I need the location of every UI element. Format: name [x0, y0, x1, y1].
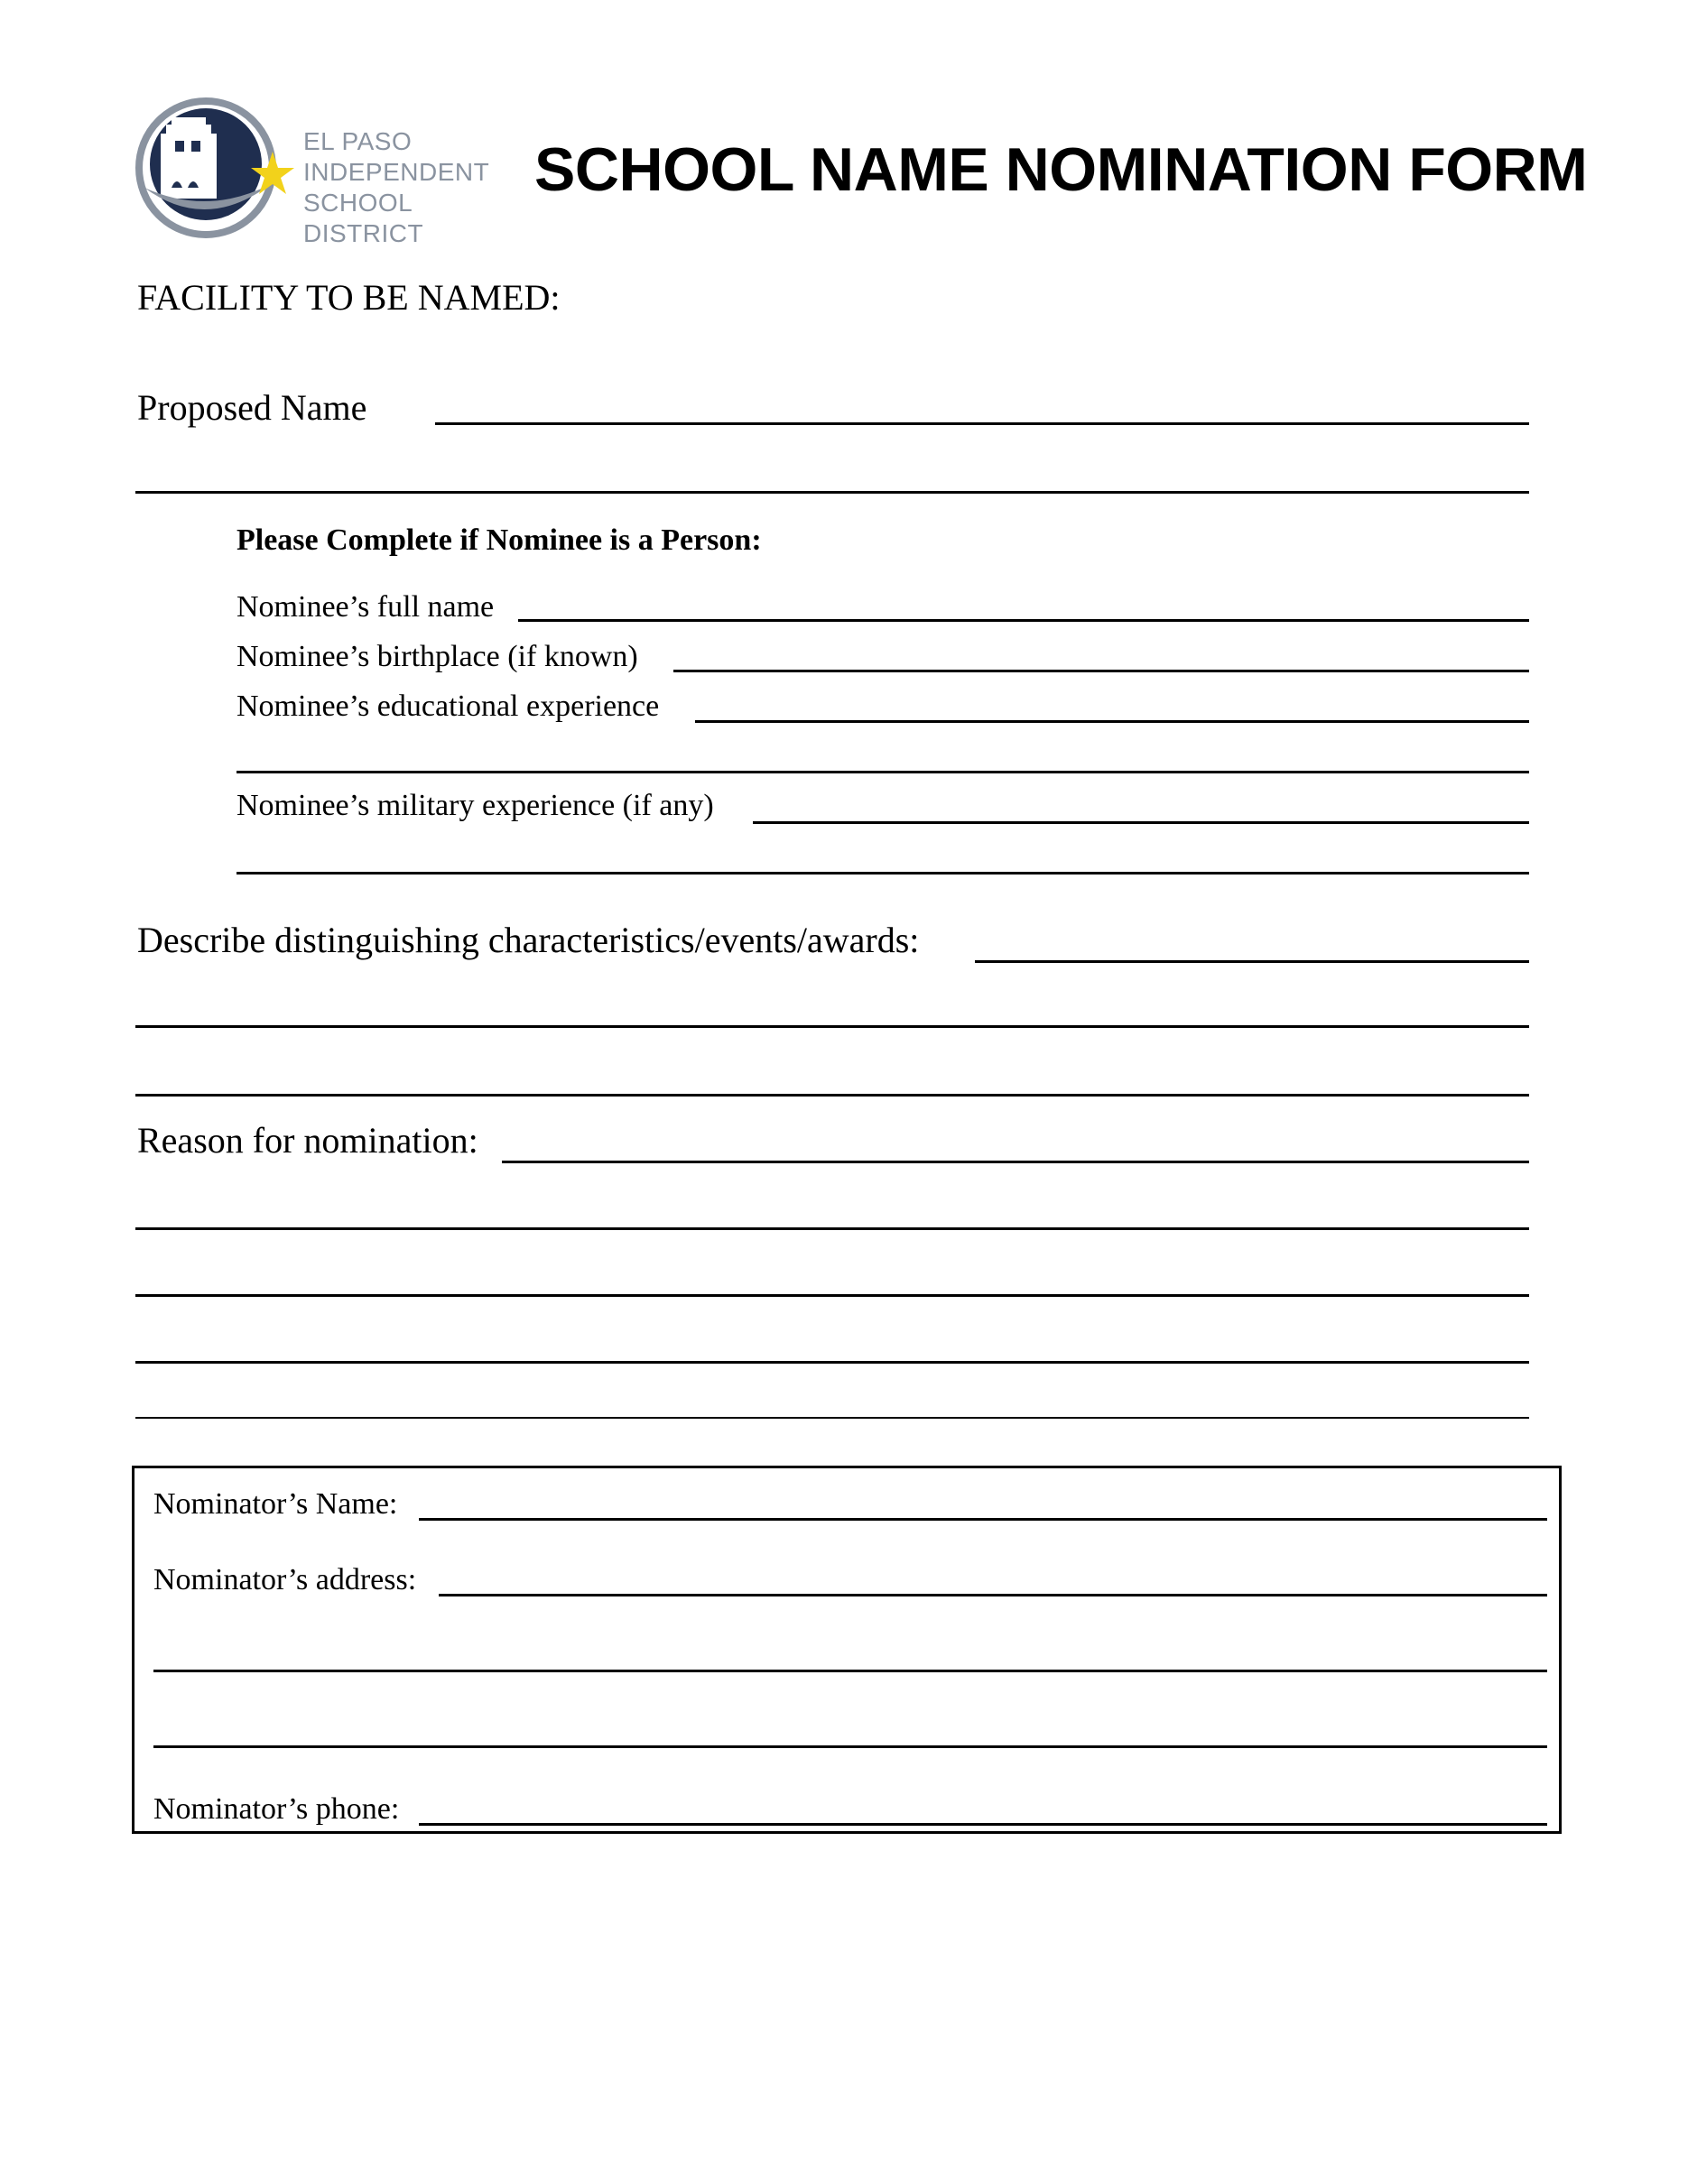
nominee-education-label: Nominee’s educational experience: [237, 689, 660, 723]
distinguishing-field-line-2[interactable]: [135, 1025, 1529, 1028]
nominee-military-label: Nominee’s military experience (if any): [237, 789, 714, 822]
nominee-education-field-line-2[interactable]: [237, 771, 1529, 773]
reason-field-line-3[interactable]: [135, 1294, 1529, 1297]
nominee-birthplace-label: Nominee’s birthplace (if known): [237, 640, 638, 673]
nominee-full-name-field[interactable]: [518, 619, 1529, 622]
reason-field[interactable]: [502, 1161, 1529, 1163]
nominator-name-field[interactable]: [419, 1518, 1547, 1521]
reason-field-line-2[interactable]: [135, 1227, 1529, 1230]
facility-label: FACILITY TO BE NAMED:: [137, 277, 561, 318]
district-logo: [135, 97, 307, 242]
logo-line-3: SCHOOL DISTRICT: [303, 189, 424, 247]
distinguishing-field[interactable]: [975, 960, 1529, 963]
reason-field-line-5[interactable]: [135, 1417, 1529, 1419]
distinguishing-field-line-3[interactable]: [135, 1094, 1529, 1097]
nominator-address-label: Nominator’s address:: [153, 1563, 417, 1596]
district-name: [303, 126, 538, 249]
distinguishing-label: Describe distinguishing characteristics/events/awards:: [137, 920, 920, 960]
page-title: SCHOOL NAME NOMINATION FORM: [534, 135, 1588, 204]
nominee-military-field-line-2[interactable]: [237, 872, 1529, 875]
nominator-phone-label: Nominator’s phone:: [153, 1792, 400, 1826]
nominee-military-field[interactable]: [753, 821, 1529, 824]
proposed-name-field[interactable]: [435, 422, 1529, 425]
nominee-birthplace-field[interactable]: [673, 670, 1529, 672]
nominator-address-field[interactable]: [439, 1594, 1547, 1596]
nominee-full-name-label: Nominee’s full name: [237, 590, 495, 624]
proposed-name-label: Proposed Name: [137, 387, 367, 428]
reason-label: Reason for nomination:: [137, 1120, 478, 1161]
person-section-heading: Please Complete if Nominee is a Person:: [237, 523, 762, 557]
nominee-education-field[interactable]: [695, 720, 1529, 723]
nominator-address-field-line-3[interactable]: [153, 1745, 1547, 1748]
logo-line-1: EL PASO: [303, 127, 413, 155]
reason-field-line-4[interactable]: [135, 1361, 1529, 1364]
proposed-name-field-line-2[interactable]: [135, 491, 1529, 494]
nominator-address-field-line-2[interactable]: [153, 1670, 1547, 1672]
logo-line-2: INDEPENDENT: [303, 158, 490, 186]
nominator-phone-field[interactable]: [419, 1823, 1547, 1826]
nominator-name-label: Nominator’s Name:: [153, 1487, 398, 1521]
